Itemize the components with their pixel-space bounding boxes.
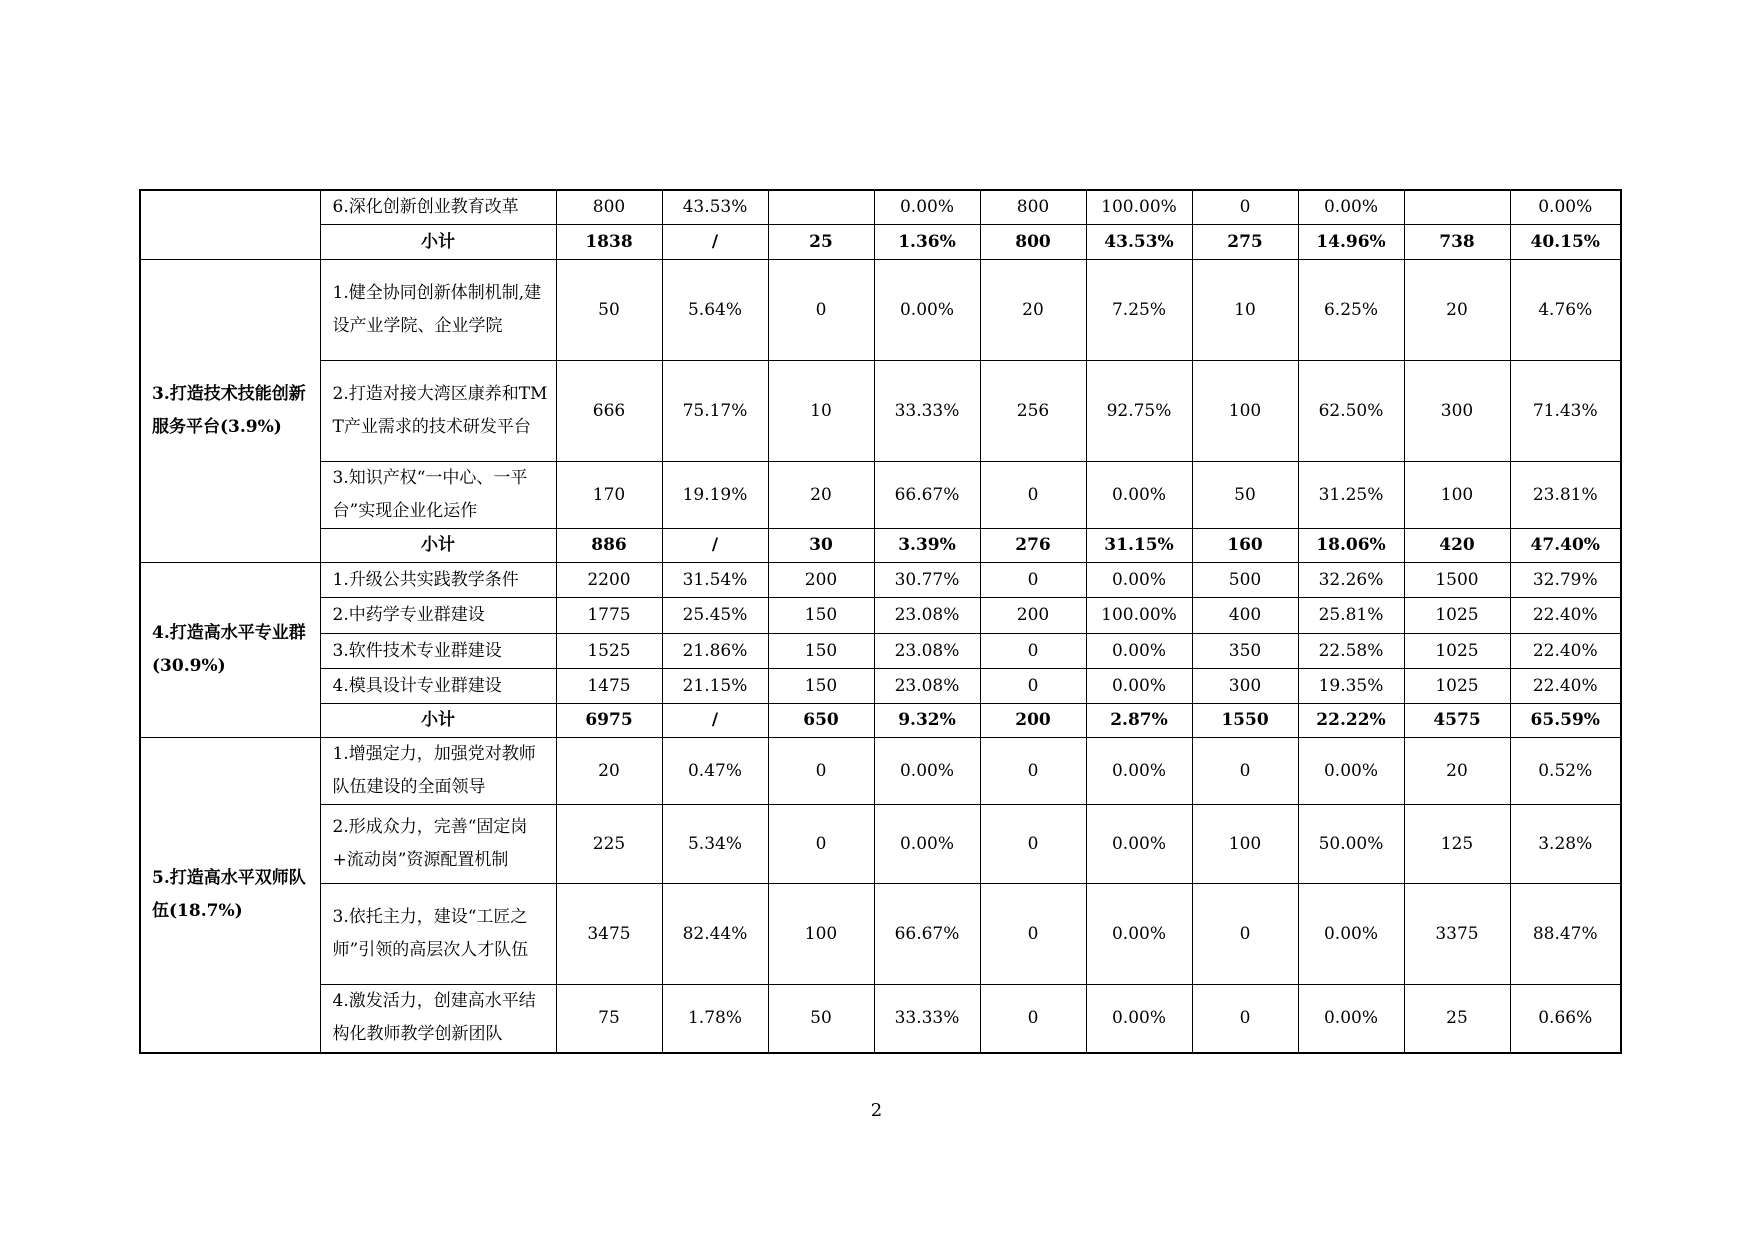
value-cell: 666: [556, 361, 662, 462]
value-cell: 1500: [1404, 563, 1510, 598]
project-cell: 2.中药学专业群建设: [320, 598, 556, 634]
project-cell: 2.打造对接大湾区康养和TMT产业需求的技术研发平台: [320, 361, 556, 462]
value-cell: 31.25%: [1298, 462, 1404, 529]
subtotal-value: 650: [768, 704, 874, 738]
value-cell: 32.79%: [1510, 563, 1621, 598]
value-cell: 33.33%: [874, 985, 980, 1053]
table-row: [140, 563, 1621, 598]
value-cell: 31.54%: [662, 563, 768, 598]
value-cell: 25: [1404, 985, 1510, 1053]
subtotal-value: 22.22%: [1298, 704, 1404, 738]
value-cell: 350: [1192, 634, 1298, 669]
value-cell: 0.00%: [1510, 190, 1621, 225]
value-cell: 300: [1404, 361, 1510, 462]
project-cell: 1.增强定力，加强党对教师队伍建设的全面领导: [320, 738, 556, 805]
subtotal-value: 886: [556, 529, 662, 563]
table-row: [140, 634, 1621, 669]
value-cell: 22.40%: [1510, 634, 1621, 669]
subtotal-value: 6975: [556, 704, 662, 738]
value-cell: 170: [556, 462, 662, 529]
value-cell: 75.17%: [662, 361, 768, 462]
table-row: [140, 884, 1621, 985]
subtotal-value: /: [662, 225, 768, 260]
value-cell: 0.00%: [1086, 738, 1192, 805]
value-cell: 0: [1192, 884, 1298, 985]
value-cell: 150: [768, 669, 874, 704]
value-cell: 0.66%: [1510, 985, 1621, 1053]
subtotal-label: 小计: [320, 529, 556, 563]
value-cell: 75: [556, 985, 662, 1053]
subtotal-value: 160: [1192, 529, 1298, 563]
value-cell: 25.81%: [1298, 598, 1404, 634]
project-cell: 1.健全协同创新体制机制,建设产业学院、企业学院: [320, 260, 556, 361]
table-row: [140, 598, 1621, 634]
value-cell: 0.00%: [1086, 805, 1192, 884]
value-cell: 33.33%: [874, 361, 980, 462]
value-cell: 7.25%: [1086, 260, 1192, 361]
value-cell: 200: [980, 598, 1086, 634]
subtotal-value: 30: [768, 529, 874, 563]
subtotal-value: 4575: [1404, 704, 1510, 738]
area-cell: 4.打造高水平专业群(30.9%): [140, 563, 320, 738]
value-cell: 10: [768, 361, 874, 462]
table-row: [140, 805, 1621, 884]
value-cell: 100: [1192, 805, 1298, 884]
value-cell: 50: [768, 985, 874, 1053]
value-cell: [768, 190, 874, 225]
subtotal-value: 800: [980, 225, 1086, 260]
value-cell: 0: [1192, 985, 1298, 1053]
value-cell: 0.00%: [874, 260, 980, 361]
value-cell: 0.00%: [1298, 884, 1404, 985]
value-cell: 50: [556, 260, 662, 361]
value-cell: 62.50%: [1298, 361, 1404, 462]
value-cell: 800: [980, 190, 1086, 225]
table-row: [140, 738, 1621, 805]
page-number: 2: [870, 1100, 883, 1121]
value-cell: 150: [768, 598, 874, 634]
subtotal-value: 14.96%: [1298, 225, 1404, 260]
value-cell: 200: [768, 563, 874, 598]
value-cell: 1775: [556, 598, 662, 634]
value-cell: 100.00%: [1086, 598, 1192, 634]
value-cell: 0.00%: [1086, 563, 1192, 598]
subtotal-value: 40.15%: [1510, 225, 1621, 260]
value-cell: 2200: [556, 563, 662, 598]
value-cell: 21.86%: [662, 634, 768, 669]
value-cell: [1404, 190, 1510, 225]
value-cell: 0: [980, 462, 1086, 529]
subtotal-row: [140, 529, 1621, 563]
value-cell: 125: [1404, 805, 1510, 884]
value-cell: 0: [980, 563, 1086, 598]
value-cell: 22.58%: [1298, 634, 1404, 669]
subtotal-label: 小计: [320, 704, 556, 738]
value-cell: 0.00%: [1298, 985, 1404, 1053]
value-cell: 30.77%: [874, 563, 980, 598]
value-cell: 82.44%: [662, 884, 768, 985]
value-cell: 3475: [556, 884, 662, 985]
value-cell: 0: [1192, 738, 1298, 805]
subtotal-value: 3.39%: [874, 529, 980, 563]
subtotal-value: 1.36%: [874, 225, 980, 260]
value-cell: 23.08%: [874, 669, 980, 704]
subtotal-value: 275: [1192, 225, 1298, 260]
value-cell: 21.15%: [662, 669, 768, 704]
value-cell: 22.40%: [1510, 669, 1621, 704]
value-cell: 22.40%: [1510, 598, 1621, 634]
value-cell: 0: [768, 805, 874, 884]
subtotal-value: 65.59%: [1510, 704, 1621, 738]
value-cell: 0: [1192, 190, 1298, 225]
project-cell: 3.依托主力，建设“工匠之师”引领的高层次人才队伍: [320, 884, 556, 985]
subtotal-value: 43.53%: [1086, 225, 1192, 260]
value-cell: 1025: [1404, 598, 1510, 634]
value-cell: 0: [980, 884, 1086, 985]
subtotal-value: 200: [980, 704, 1086, 738]
value-cell: 19.19%: [662, 462, 768, 529]
value-cell: 256: [980, 361, 1086, 462]
value-cell: 0.47%: [662, 738, 768, 805]
subtotal-value: 420: [1404, 529, 1510, 563]
value-cell: 20: [556, 738, 662, 805]
value-cell: 66.67%: [874, 884, 980, 985]
value-cell: 6.25%: [1298, 260, 1404, 361]
value-cell: 20: [1404, 738, 1510, 805]
table-row: [140, 669, 1621, 704]
value-cell: 0.00%: [1086, 884, 1192, 985]
subtotal-value: 31.15%: [1086, 529, 1192, 563]
value-cell: 25.45%: [662, 598, 768, 634]
value-cell: 3.28%: [1510, 805, 1621, 884]
value-cell: 23.08%: [874, 598, 980, 634]
value-cell: 400: [1192, 598, 1298, 634]
value-cell: 1525: [556, 634, 662, 669]
value-cell: 0.00%: [1086, 669, 1192, 704]
value-cell: 20: [980, 260, 1086, 361]
subtotal-value: 1550: [1192, 704, 1298, 738]
value-cell: 4.76%: [1510, 260, 1621, 361]
value-cell: 20: [768, 462, 874, 529]
value-cell: 0.00%: [874, 738, 980, 805]
subtotal-value: /: [662, 704, 768, 738]
value-cell: 100: [1404, 462, 1510, 529]
subtotal-value: 2.87%: [1086, 704, 1192, 738]
value-cell: 0: [980, 738, 1086, 805]
value-cell: 23.81%: [1510, 462, 1621, 529]
project-cell: 3.软件技术专业群建设: [320, 634, 556, 669]
value-cell: 100: [768, 884, 874, 985]
subtotal-value: 9.32%: [874, 704, 980, 738]
value-cell: 800: [556, 190, 662, 225]
value-cell: 1475: [556, 669, 662, 704]
area-cell: 5.打造高水平双师队伍(18.7%): [140, 738, 320, 1053]
value-cell: 0: [980, 634, 1086, 669]
value-cell: 0: [768, 260, 874, 361]
value-cell: 225: [556, 805, 662, 884]
table-row: [140, 190, 1621, 225]
value-cell: 300: [1192, 669, 1298, 704]
project-cell: 6.深化创新创业教育改革: [320, 190, 556, 225]
project-cell: 4.模具设计专业群建设: [320, 669, 556, 704]
value-cell: 3375: [1404, 884, 1510, 985]
value-cell: 1.78%: [662, 985, 768, 1053]
table-body: [140, 190, 1621, 1053]
subtotal-value: 25: [768, 225, 874, 260]
project-cell: 4.激发活力，创建高水平结构化教师教学创新团队: [320, 985, 556, 1053]
value-cell: 20: [1404, 260, 1510, 361]
subtotal-value: 738: [1404, 225, 1510, 260]
value-cell: 50: [1192, 462, 1298, 529]
value-cell: 19.35%: [1298, 669, 1404, 704]
value-cell: 0: [768, 738, 874, 805]
subtotal-value: 276: [980, 529, 1086, 563]
value-cell: 100.00%: [1086, 190, 1192, 225]
project-cell: 2.形成众力，完善“固定岗+流动岗”资源配置机制: [320, 805, 556, 884]
value-cell: 10: [1192, 260, 1298, 361]
value-cell: 0.00%: [1086, 985, 1192, 1053]
value-cell: 0.52%: [1510, 738, 1621, 805]
value-cell: 0.00%: [1298, 738, 1404, 805]
value-cell: 500: [1192, 563, 1298, 598]
value-cell: 0: [980, 669, 1086, 704]
table-row: [140, 260, 1621, 361]
budget-table: [139, 189, 1622, 1054]
project-cell: 1.升级公共实践教学条件: [320, 563, 556, 598]
project-cell: 3.知识产权“一中心、一平台”实现企业化运作: [320, 462, 556, 529]
subtotal-row: [140, 225, 1621, 260]
value-cell: 0.00%: [874, 190, 980, 225]
value-cell: 1025: [1404, 669, 1510, 704]
table-row: [140, 985, 1621, 1053]
value-cell: 1025: [1404, 634, 1510, 669]
area-cell: 3.打造技术技能创新服务平台(3.9%): [140, 260, 320, 563]
subtotal-value: 18.06%: [1298, 529, 1404, 563]
value-cell: 150: [768, 634, 874, 669]
value-cell: 71.43%: [1510, 361, 1621, 462]
value-cell: 5.34%: [662, 805, 768, 884]
value-cell: 0: [980, 805, 1086, 884]
value-cell: 0.00%: [1086, 462, 1192, 529]
value-cell: 43.53%: [662, 190, 768, 225]
value-cell: 88.47%: [1510, 884, 1621, 985]
value-cell: 32.26%: [1298, 563, 1404, 598]
subtotal-label: 小计: [320, 225, 556, 260]
value-cell: 50.00%: [1298, 805, 1404, 884]
value-cell: 0.00%: [1086, 634, 1192, 669]
value-cell: 66.67%: [874, 462, 980, 529]
value-cell: 100: [1192, 361, 1298, 462]
subtotal-value: 1838: [556, 225, 662, 260]
value-cell: 92.75%: [1086, 361, 1192, 462]
table-row: [140, 361, 1621, 462]
subtotal-row: [140, 704, 1621, 738]
value-cell: 0: [980, 985, 1086, 1053]
value-cell: 0.00%: [1298, 190, 1404, 225]
area-cell: [140, 190, 320, 260]
value-cell: 5.64%: [662, 260, 768, 361]
value-cell: 0.00%: [874, 805, 980, 884]
subtotal-value: /: [662, 529, 768, 563]
value-cell: 23.08%: [874, 634, 980, 669]
table-row: [140, 462, 1621, 529]
subtotal-value: 47.40%: [1510, 529, 1621, 563]
